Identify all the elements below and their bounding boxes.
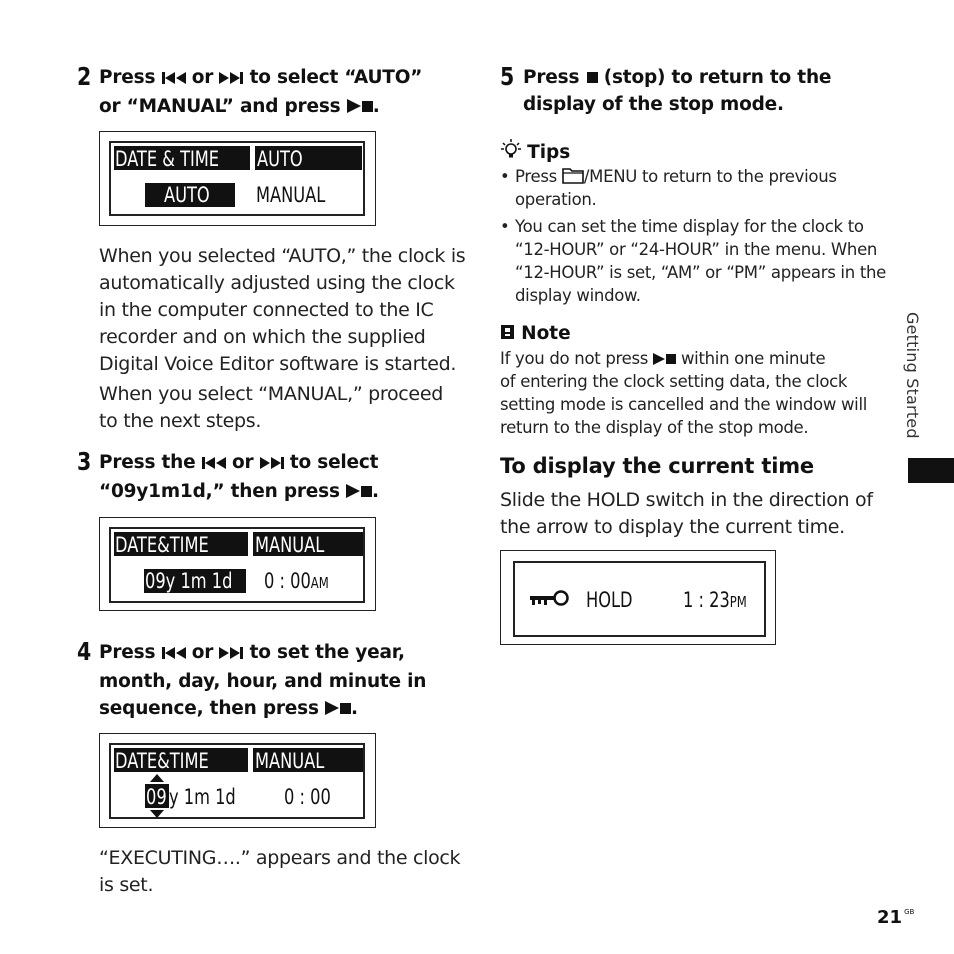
lcd-display-date-select — [99, 517, 376, 611]
step-2-heading: Press or to select “AUTO” or “MANUAL” and press . — [99, 67, 423, 117]
previous-icon — [162, 641, 186, 668]
tips-heading: Tips — [500, 138, 570, 163]
section-body: Slide the HOLD switch in the direction of the arrow to display the current time. — [500, 489, 873, 538]
lcd-title: DATE&TIME — [115, 749, 209, 773]
play-icon — [325, 701, 339, 715]
step-4-heading: Press or to set the year, month, day, hour, and minute in sequence, then press . — [99, 642, 427, 719]
lightbulb-icon — [500, 138, 522, 160]
lcd-time: 0 : 00 — [284, 785, 331, 809]
executing-description: “EXECUTING….” appears and the clock is set. — [99, 847, 461, 896]
hold-label: HOLD — [586, 588, 633, 612]
stop-icon — [340, 703, 351, 714]
side-tab-label: Getting Started — [903, 312, 922, 439]
down-arrow-icon — [150, 810, 164, 818]
next-icon — [219, 641, 243, 668]
page-number: 21 $^{GB}$ — [877, 907, 915, 928]
folder-icon — [562, 166, 584, 184]
note-icon — [500, 323, 516, 341]
lcd-date: 09y 1m 1d — [145, 569, 233, 593]
lcd-year: 09 — [146, 785, 167, 809]
stop-icon — [361, 486, 372, 497]
previous-icon — [202, 451, 226, 478]
lcd-time: 0 : 00AM — [264, 569, 329, 593]
note-heading: Note — [500, 323, 571, 344]
lcd-option-manual: MANUAL — [256, 183, 326, 207]
tips-item-1: • — [500, 167, 510, 186]
tips-item-1-text: Press /MENU to return to the previous operation. — [515, 167, 837, 209]
step-2-number: 2 — [77, 62, 92, 91]
tips-item-2: • — [500, 217, 510, 236]
lcd-display-date-time-auto — [99, 131, 376, 226]
tips-item-2-text: You can set the time display for the clock to “12-HOUR” or “24-HOUR” in the menu. When “12-HOUR” is set, “AM” or “PM” appears in the display window. — [515, 217, 886, 305]
lcd-mode: AUTO — [257, 147, 303, 171]
stop-icon — [666, 354, 676, 364]
play-icon — [347, 99, 361, 113]
play-icon — [653, 353, 665, 365]
lcd-display-hold — [500, 550, 776, 645]
side-tab-marker — [908, 458, 954, 483]
lcd-display-set-year — [99, 733, 376, 828]
step-5-heading: Press (stop) to return to the display of the stop mode. — [523, 67, 832, 115]
manual-description: When you select “MANUAL,” proceed to the next steps. — [99, 383, 443, 432]
step-3-number: 3 — [77, 447, 92, 476]
section-heading: To display the current time — [500, 454, 814, 478]
stop-icon — [587, 72, 598, 83]
lcd-mode: MANUAL — [255, 749, 325, 773]
lcd-month-day: y 1m 1d — [169, 785, 236, 809]
lcd-title: DATE&TIME — [115, 533, 209, 557]
auto-description: When you selected “AUTO,” the clock is automatically adjusted using the clock in the computer connected to the IC recorder and on which the supplied Digital Voice Editor software is started. — [99, 245, 466, 375]
lcd-title: DATE & TIME — [115, 147, 220, 171]
step-5-number: 5 — [500, 62, 515, 91]
previous-icon — [162, 66, 186, 93]
step-3-heading: Press the or to select “09y1m1d,” then press . — [99, 452, 379, 502]
next-icon — [219, 66, 243, 93]
step-4-number: 4 — [77, 637, 92, 666]
next-icon — [260, 451, 284, 478]
stop-icon — [362, 101, 373, 112]
note-text: If you do not press within one minute of entering the clock setting data, the clock setting mode is cancelled and the window will return to the display of the stop mode. — [500, 349, 868, 437]
lcd-option-auto: AUTO — [164, 183, 210, 207]
lcd-mode: MANUAL — [255, 533, 325, 557]
play-icon — [346, 484, 360, 498]
up-arrow-icon — [150, 774, 164, 782]
key-icon — [529, 590, 571, 608]
hold-time: 1 : 23PM — [683, 588, 747, 612]
